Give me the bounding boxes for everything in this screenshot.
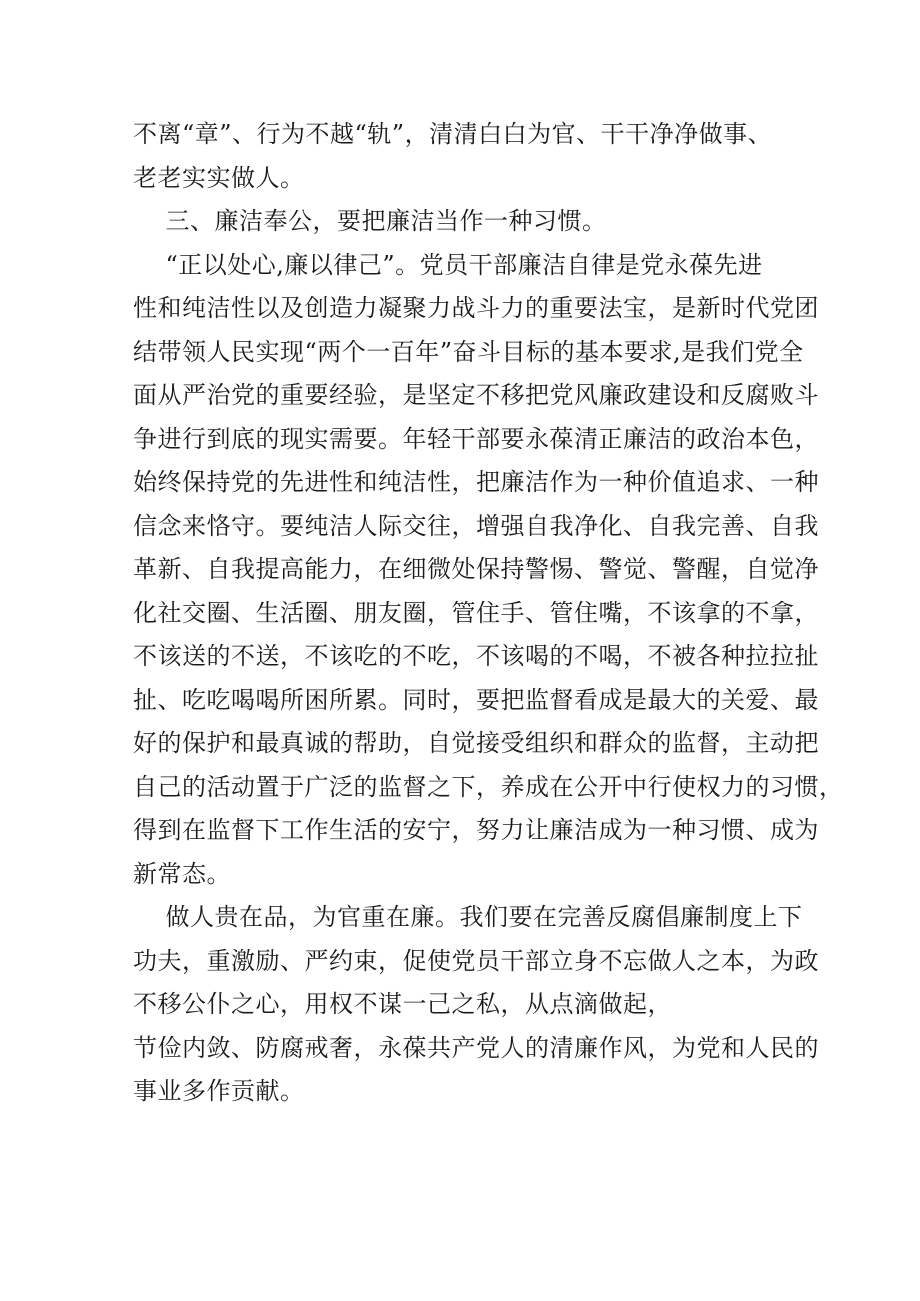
text-line: 不该送的不送，不该吃的不吃，不该喝的不喝，不被各种拉拉扯: [133, 642, 819, 670]
text-line: 功夫，重激励、严约束，促使党员干部立身不忘做人之本，为政: [133, 947, 819, 975]
text-line: 好的保护和最真诚的帮助，自觉接受组织和群众的监督，主动把: [133, 729, 819, 757]
text-line: 不移公仆之心，用权不谋一己之私，从点滴做起，: [133, 990, 672, 1018]
text-line: 性和纯洁性以及创造力凝聚力战斗力的重要法宝，是新时代党团: [133, 294, 819, 322]
text-line: 革新、自我提高能力，在细微处保持警惕、警觉、警醒，自觉净: [133, 555, 819, 583]
text-line: 争进行到底的现实需要。年轻干部要永葆清正廉洁的政治本色，: [133, 425, 819, 453]
text-line: “正以处心,廉以律己”。党员干部廉洁自律是党永葆先进: [133, 251, 763, 279]
text-line: 信念来恪守。要纯洁人际交往，增强自我净化、自我完善、自我: [133, 512, 819, 540]
text-line: 节俭内敛、防腐戒奢，永葆共产党人的清廉作风，为党和人民的: [133, 1034, 819, 1062]
text-line: 化社交圈、生活圈、朋友圈，管住手、管住嘴，不该拿的不拿，: [133, 599, 819, 627]
text-line: 扯、吃吃喝喝所困所累。同时，要把监督看成是最大的关爱、最: [133, 686, 819, 714]
text-line: 自己的活动置于广泛的监督之下，养成在公开中行使权力的习惯，: [133, 773, 844, 801]
text-line: 不离“章”、行为不越“轨”，清清白白为官、干干净净做事、: [133, 120, 773, 148]
text-line: 得到在监督下工作生活的安宁，努力让廉洁成为一种习惯、成为: [133, 816, 819, 844]
text-line: 做人贵在品，为官重在廉。我们要在完善反腐倡廉制度上下: [133, 903, 803, 931]
text-line: 老老实实做人。: [133, 164, 305, 192]
text-line: 新常态。: [133, 860, 231, 888]
text-line: 面从严治党的重要经验，是坚定不移把党风廉政建设和反腐败斗: [133, 381, 819, 409]
text-line: 结带领人民实现“两个一百年”奋斗目标的基本要求,是我们党全: [133, 338, 804, 366]
text-line: 事业多作贡献。: [133, 1077, 305, 1105]
text-line: 始终保持党的先进性和纯洁性，把廉洁作为一种价值追求、一种: [133, 468, 819, 496]
section-heading: 三、廉洁奉公，要把廉洁当作一种习惯。: [133, 207, 607, 235]
